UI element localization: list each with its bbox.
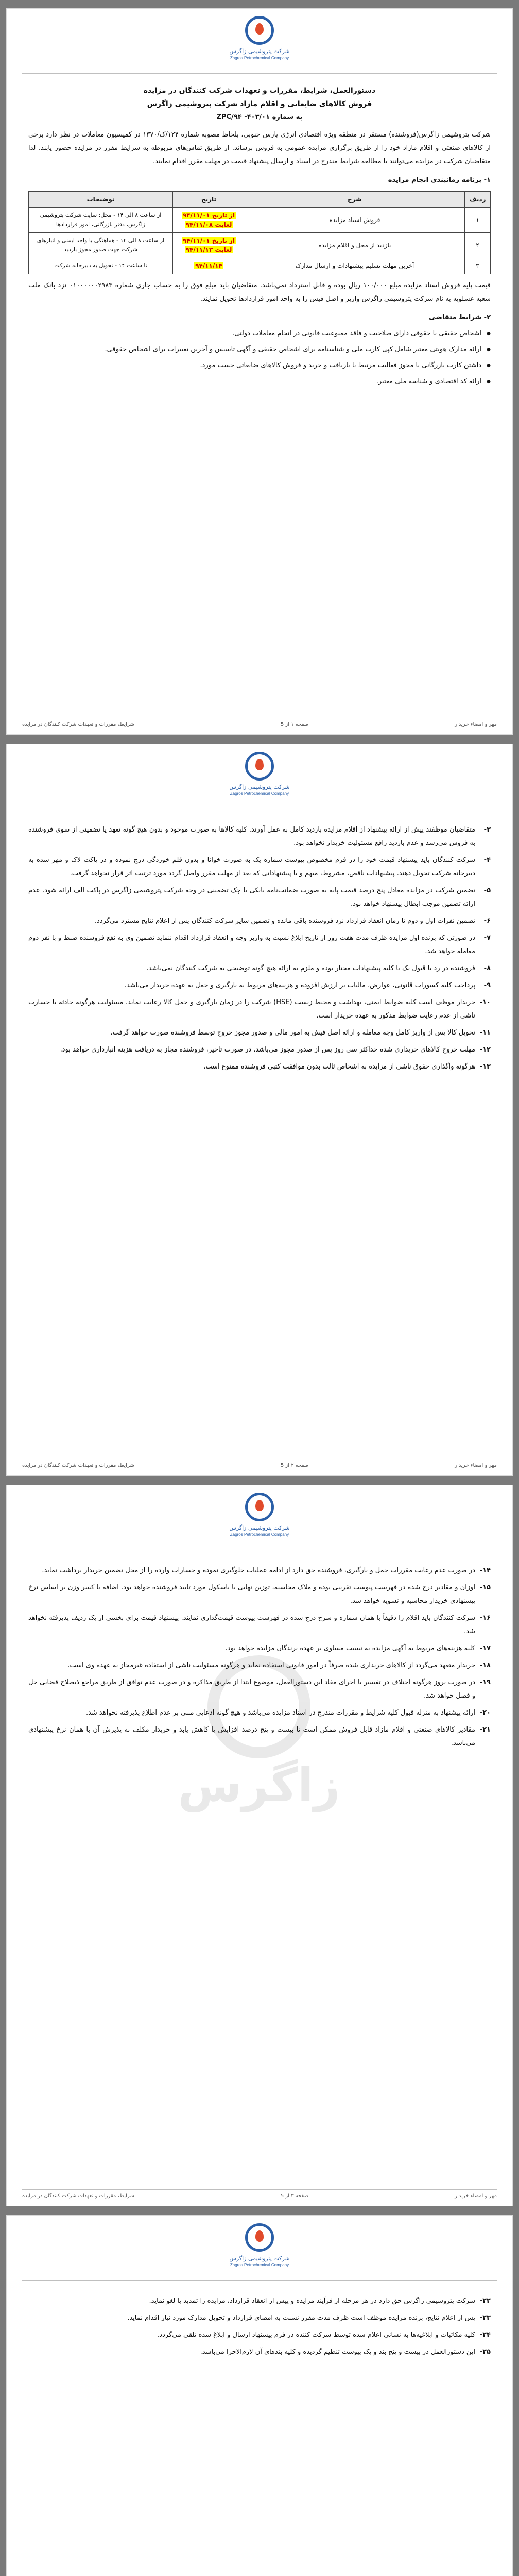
item-text: تضمین نفرات اول و دوم تا زمان انعقاد قرارداد نزد فروشنده باقی مانده و تضمین سایر شرکت کنندگان پس از اعلام نتایج مسترد می‌گردد. [94,917,475,925]
page-body [7,77,512,388]
item-text: اوزان و مقادیر درج شده در فهرست پیوست تقریبی بوده و ملاک محاسبه، توزین نهایی با باسکول مورد تایید فروشنده خواهد بود. اضافه یا کسر وزن بر اساس نرخ پیشنهادی خریدار محاسبه و تسویه خواهد شد. [28,1584,475,1605]
footer-of-label: از [285,722,290,727]
doc-title: دستورالعمل، شرایط، مقررات و تعهدات شرکت کنندگان در مزایده [143,87,376,95]
header-divider [22,73,497,74]
company-name-en: Zagros Petrochemical Company [230,56,289,60]
company-logo-icon [245,2223,274,2252]
item-text: تضمین شرکت در مزایده معادل پنج درصد قیمت پایه به صورت ضمانت‌نامه بانکی یا چک تضمینی در وجه شرکت پتروشیمی زاگرس در پاکت الف ارائه شود. عدم ارائه تضمین موجب ابطال پیشنهاد خواهد بود. [28,887,475,908]
list-item: ● داشتن کارت بازرگانی یا مجوز فعالیت مرتبط با بازیافت و خرید و فروش کالاهای ضایعاتی حسب مورد. [28,359,491,372]
footer-signature: مهر و امضاء خریدار [455,2193,497,2199]
company-name: شرکت پتروشیمی زاگرس [229,784,290,790]
list-item [28,1723,491,1750]
doc-number: به شماره ۴۰۳/۰۱- ZPC/۹۴ [216,113,303,121]
list-item [28,2329,491,2342]
page-header [7,9,512,77]
row-note: از ساعت ۸ الی ۱۴ - هماهنگی با واحد ایمنی و انبارهای شرکت جهت صدور مجوز بازدید [29,233,173,258]
footer-page-label: صفحه [295,1463,309,1468]
list-item [28,996,491,1023]
item-number: ۲۵- [479,2348,491,2356]
item-text: فروشنده در رد یا قبول یک یا کلیه پیشنهادات مختار بوده و ملزم به ارائه هیچ گونه توضیحی به شرکت کنندگان نمی‌باشد. [146,964,475,972]
page-body [7,2284,512,2359]
page-footer [22,718,497,729]
list-item [28,1026,491,1040]
company-logo-icon [245,1493,274,1521]
list-item [28,1676,491,1703]
footer-page-number: صفحه ۱ از 5 [280,722,309,727]
table-row [29,208,491,233]
item-text: خریدار متعهد می‌گردد از کالاهای خریداری شده صرفاً در امور قانونی استفاده نماید و هرگونه مسئولیت ناشی از استفاده غیرمجاز به عهده وی است. [67,1662,475,1669]
row-date [173,258,245,274]
list-item [28,931,491,958]
item-text: تحویل کالا پس از واریز کامل وجه معامله و ارائه اصل فیش به امور مالی و صدور مجوز خروج توسط فروشنده صورت خواهد گرفت. [110,1029,475,1037]
row-no: ۱ [465,208,491,233]
item-number: ۱۷- [479,1645,491,1652]
col-header-notes: توضیحات [29,192,173,208]
item-number: ۱۲- [479,1046,491,1054]
item-text: این دستورالعمل در بیست و پنج بند و یک پیوست تنظیم گردیده و کلیه بندهای آن لازم‌الاجرا می‌باشد. [200,2348,475,2356]
footer-doc-title: شرایط، مقررات و تعهدات شرکت کنندگان در مزایده [22,2193,134,2199]
footer-page-number: صفحه ۲ از 5 [280,1463,309,1468]
row-note: تا ساعت ۱۴ - تحویل به دبیرخانه شرکت [29,258,173,274]
item-number: ۷- [483,934,491,942]
item-number: ۲۰- [479,1709,491,1717]
date-to: لغایت ۹۴/۱۱/۱۳ [185,246,232,253]
section-1-heading: ۱- برنامه زمانبندی انجام مزایده [388,176,491,184]
requirements-list [28,327,491,388]
page-header [7,744,512,812]
table-row [29,258,491,274]
page-body [7,1553,512,1750]
page-4 [6,2215,513,2576]
date-deadline: ۹۴/۱۱/۱۴ [195,262,222,269]
footer-doc-title: شرایط، مقررات و تعهدات شرکت کنندگان در مزایده [22,722,134,727]
item-number: ۳- [483,826,491,834]
footer-page-label: صفحه [295,2193,309,2199]
row-desc: آخرین مهلت تسلیم پیشنهادات و ارسال مدارک [245,258,465,274]
row-date [173,233,245,258]
company-logo-icon [245,752,274,781]
page-3 [6,1485,513,2206]
item-text: کلیه مکاتبات و ابلاغیه‌ها به نشانی اعلام شده توسط شرکت کننده در فرم پیشنهاد ارسال و ابلاغ شده تلقی می‌گردد. [157,2331,475,2339]
item-number: ۲۳- [479,2314,491,2322]
item-text: ارائه پیشنهاد به منزله قبول کلیه شرایط و مقررات مندرج در اسناد مزایده می‌باشد و هیچ گونه ادعایی مبنی بر عدم اطلاع پذیرفته نخواهد شد. [85,1709,475,1717]
page-footer [22,1459,497,1470]
item-text: شرکت کنندگان باید اقلام را دقیقاً با همان شماره و شرح درج شده در فهرست پیوست قیمت‌گذاری نمایند. پیشنهاد قیمت برای بخشی از یک ردیف پذیرفته نخواهد شد. [28,1614,475,1635]
item-text: در صورت بروز هرگونه اختلاف در تفسیر یا اجرای مفاد این دستورالعمل، موضوع ابتدا از طریق مذاکره و در صورت عدم توافق از طریق مراجع ذیصلاح قضایی حل و فصل خواهد شد. [28,1679,475,1700]
item-number: ۱۵- [479,1584,491,1591]
schedule-table-header [29,192,491,208]
item-text: پرداخت کلیه کسورات قانونی، عوارض، مالیات بر ارزش افزوده و هزینه‌های مربوط به بارگیری و حمل به عهده خریدار می‌باشد. [124,981,475,989]
table-row [29,233,491,258]
item-text: مهلت خروج کالاهای خریداری شده حداکثر سی روز پس از صدور مجوز می‌باشد. در صورت تاخیر، فروشنده مجاز به دریافت هزینه انبارداری خواهد بود. [60,1046,475,1054]
list-item: ● ارائه مدارک هویتی معتبر شامل کپی کارت ملی و شناسنامه برای اشخاص حقیقی و آگهی تاسیس و آخرین تغییرات برای اشخاص حقوقی. [28,343,491,357]
list-item [28,854,491,880]
row-date [173,208,245,233]
list-item [28,962,491,975]
list-item: ● ارائه کد اقتصادی و شناسه ملی معتبر. [28,375,491,388]
item-number: ۸- [483,964,491,972]
company-logo-icon [245,16,274,45]
list-item [28,1706,491,1720]
list-item [28,2312,491,2325]
item-text: مقادیر کالاهای صنعتی و اقلام مازاد قابل فروش ممکن است تا بیست و پنج درصد افزایش یا کاهش یابد و خریدار مکلف به پذیرش آن با همان نرخ پیشنهادی می‌باشد. [28,1726,475,1747]
footer-page-number: صفحه ۳ از 5 [280,2193,309,2199]
item-number: ۱۴- [479,1567,491,1574]
col-header-date: تاریخ [173,192,245,208]
item-text: کلیه هزینه‌های مربوط به آگهی مزایده به نسبت مساوی بر عهده برندگان مزایده خواهد بود. [225,1645,475,1652]
terms-list [28,823,491,1074]
item-number: ۱۸- [479,1662,491,1669]
list-item [28,914,491,928]
list-item [28,1043,491,1057]
footer-of-label: از [285,2193,290,2199]
header-divider [22,2280,497,2281]
item-number: ۱۰- [479,998,491,1006]
row-no: ۳ [465,258,491,274]
item-text: متقاضیان موظفند پیش از ارائه پیشنهاد از اقلام مزایده بازدید کامل به عمل آورند. کلیه کالاها به صورت موجود و بدون هیچ گونه تعهد یا تضمینی از سوی فروشنده به فروش می‌رسد و عدم بازدید رافع مسئولیت خریدار نخواهد بود. [28,826,475,847]
item-number: ۴- [483,856,491,864]
item-number: ۲۴- [479,2331,491,2339]
footer-total-pages: 5 [280,2193,284,2199]
footer-signature: مهر و امضاء خریدار [455,722,497,727]
company-name-en: Zagros Petrochemical Company [230,791,289,796]
item-number: ۱۱- [479,1029,491,1037]
item-text: شرکت پتروشیمی زاگرس حق دارد در هر مرحله از فرآیند مزایده و پیش از انعقاد قرارداد، مزایده را تمدید یا لغو نماید. [149,2297,475,2305]
footer-page-label: صفحه [295,722,309,727]
item-text: در صورت عدم رعایت مقررات حمل و بارگیری، فروشنده حق دارد از ادامه عملیات جلوگیری نموده و خسارات وارده را از محل تضمین خریدار برداشت نماید. [42,1567,475,1574]
item-text: پس از اعلام نتایج، برنده مزایده موظف است ظرف مدت مقرر نسبت به امضای قرارداد و تحویل مدارک مورد نیاز اقدام نماید. [127,2314,475,2322]
list-item [28,2295,491,2308]
intro-paragraph: شرکت پتروشیمی زاگرس(فروشنده) مستقر در منطقه ویژه اقتصادی انرژی پارس جنوبی، بلحاظ مصوبه شماره ۱۲۴/ک/۱۳۷۰ در کمیسیون معاملات در نظر دارد برخی از کالاهای صنعتی و اقلام مازاد خود را از طریق برگزاری مزایده عمومی به فروش برساند. از طریق تماس‌های مربوطه به شرایط مقرر در مزایده حضور یابند. لذا متقاضیان شرکت در مزایده می‌توانند با مطالعه شرایط مندرج در اسناد و ارسال پیشنهاد قیمت در مهلت مقرر اقدام نمایند. [28,131,491,165]
item-number: ۱۹- [479,1679,491,1686]
page-footer [22,2189,497,2200]
footer-total-pages: 5 [280,722,284,727]
footer-doc-title: شرایط، مقررات و تعهدات شرکت کنندگان در مزایده [22,1463,134,1468]
company-name-en: Zagros Petrochemical Company [230,1532,289,1537]
company-name-en: Zagros Petrochemical Company [230,2263,289,2267]
list-item: ● اشخاص حقیقی یا حقوقی دارای صلاحیت و فاقد ممنوعیت قانونی در انجام معاملات دولتی. [28,327,491,341]
list-item [28,1659,491,1672]
col-header-row: ردیف [465,192,491,208]
row-no: ۲ [465,233,491,258]
item-text: شرکت کنندگان باید پیشنهاد قیمت خود را در فرم مخصوص پیوست شماره یک به صورت خوانا و بدون قلم خوردگی درج نموده و در پاکت لاک و مهر شده به دبیرخانه شرکت تحویل دهند. پیشنهادات ناقص، مشروط، مبهم و یا پیشنهاداتی که بعد از مهلت مقرر واصل گردد مورد ترتیب اثر قرار نخواهد گرفت. [28,856,475,877]
company-name: شرکت پتروشیمی زاگرس [229,2255,290,2262]
list-item [28,823,491,850]
date-from: از تاریخ ۹۴/۱۱/۰۱ [182,237,235,244]
doc-subtitle: فروش کالاهای ضایعاتی و اقلام مازاد شرکت پتروشیمی زاگرس [147,100,372,108]
terms-list [28,2295,491,2359]
date-from: از تاریخ ۹۴/۱۱/۰۱ [182,212,235,219]
page-header [7,1485,512,1553]
item-number: ۵- [483,887,491,894]
schedule-table [28,191,491,274]
item-number: ۱۳- [479,1063,491,1071]
page-header [7,2216,512,2284]
section-2-heading: ۲- شرایط متقاضی [429,314,491,321]
item-number: ۹- [483,981,491,989]
footer-total-pages: 5 [280,1463,284,1468]
list-item [28,2346,491,2359]
item-text: در صورتی که برنده اول مزایده ظرف مدت هفت روز از تاریخ ابلاغ نسبت به واریز وجه و انعقاد قرارداد اقدام ننماید تضمین وی به نفع فروشنده ضبط و با نفر دوم معامله خواهد شد. [28,934,475,955]
company-name: شرکت پتروشیمی زاگرس [229,48,290,55]
fee-paragraph: قیمت پایه فروش اسناد مزایده مبلغ ۱۰۰/۰۰۰ ریال بوده و قابل استرداد نمی‌باشد. متقاضیان باید مبلغ فوق را به حساب جاری شماره ۰۱۰۰۰۰۰۰۲۹۸۳ نزد بانک ملت شعبه عسلویه به نام شرکت پتروشیمی زاگرس واریز و اصل فیش را به واحد امور قراردادها تحویل نمایند. [28,282,491,303]
item-text: خریدار موظف است کلیه ضوابط ایمنی، بهداشت و محیط زیست (HSE) شرکت را در زمان بارگیری و حمل کالا رعایت نماید. مسئولیت هرگونه حادثه یا خسارت ناشی از عدم رعایت ضوابط مذکور به عهده خریدار است. [28,998,475,1020]
item-text: هرگونه واگذاری حقوق ناشی از مزایده به اشخاص ثالث بدون موافقت کتبی فروشنده ممنوع است. [203,1063,475,1071]
item-number: ۱۶- [479,1614,491,1622]
footer-signature: مهر و امضاء خریدار [455,1463,497,1468]
item-number: ۶- [483,917,491,925]
page-2 [6,744,513,1476]
item-number: ۲۲- [479,2297,491,2305]
date-to: لغایت ۹۴/۱۱/۰۸ [185,221,232,228]
item-number: ۲۱- [479,1726,491,1734]
page-1 [6,8,513,735]
list-item [28,884,491,911]
list-item [28,1060,491,1074]
list-item [28,1642,491,1655]
list-item [28,1564,491,1578]
page-body [7,812,512,1074]
company-name: شرکت پتروشیمی زاگرس [229,1524,290,1531]
footer-of-label: از [285,1463,290,1468]
list-item [28,1581,491,1608]
watermark-text: زاگرس [178,1758,340,1812]
col-header-desc: شرح [245,192,465,208]
list-item [28,979,491,992]
row-note: از ساعت ۸ الی ۱۴ - محل: سایت شرکت پتروشیمی زاگرس، دفتر بازرگانی، امور قراردادها [29,208,173,233]
terms-list [28,1564,491,1750]
list-item [28,1612,491,1638]
row-desc: فروش اسناد مزایده [245,208,465,233]
row-desc: بازدید از محل و اقلام مزایده [245,233,465,258]
